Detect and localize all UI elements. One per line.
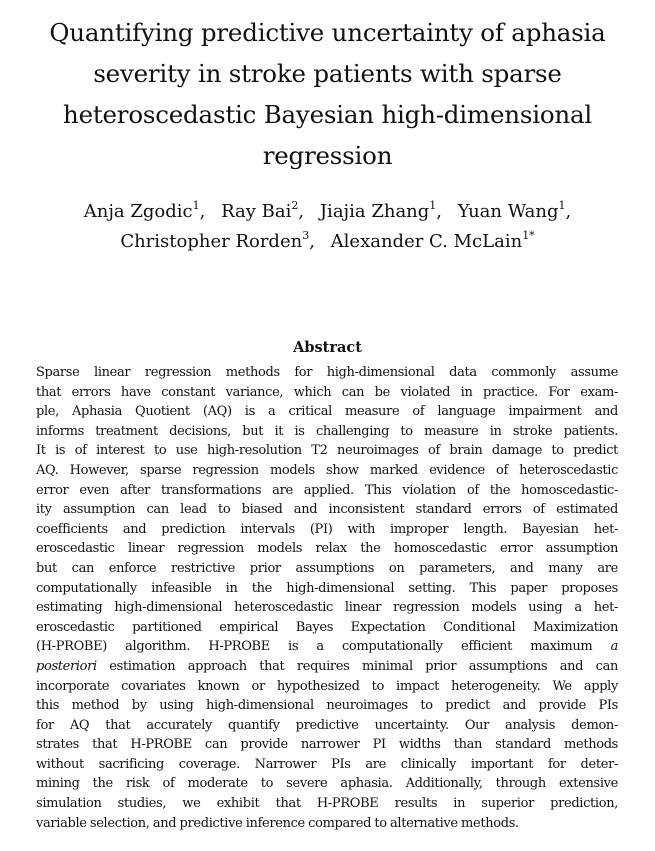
abstract-line: this method by using high-dimensional neuroimages to predict and provide PIs	[36, 698, 618, 714]
author-name: Jiajia Zhang	[319, 201, 430, 222]
paper-title	[20, 12, 635, 176]
abstract-line: AQ. However, sparse regression models show marked evidence of heteroscedastic	[36, 462, 618, 478]
abstract-line: error even after transformations are applied. This violation of the homoscedastic-	[36, 482, 618, 498]
author	[331, 231, 535, 252]
author-affiliation: 3	[302, 229, 310, 242]
abstract-line: informs treatment decisions, but it is challenging to measure in stroke patients.	[36, 423, 618, 439]
author-name: Alexander C. McLain	[330, 231, 523, 252]
author-line	[20, 227, 635, 257]
title-line: severity in stroke patients with sparse	[93, 59, 562, 88]
abstract-line: but can enforce restrictive prior assumptions on parameters, and many are	[36, 560, 618, 576]
abstract-line: Sparse linear regression methods for high-dimensional data commonly assume	[36, 365, 618, 380]
abstract-line: posteriori estimation approach that requires minimal prior assumptions and can	[36, 658, 618, 674]
abstract-line: It is of interest to use high-resolution T2 neuroimages of brain damage to predict	[36, 443, 618, 459]
author-name: Christopher Rorden	[120, 231, 303, 252]
title-line: heteroscedastic Bayesian high-dimensional	[62, 100, 593, 129]
title-line: regression	[262, 141, 393, 170]
author-name: Yuan Wang	[457, 201, 559, 222]
abstract-line: ity assumption can lead to biased and inconsistent standard errors of estimated	[36, 502, 618, 518]
author-name: Anja Zgodic	[83, 201, 193, 222]
abstract-line: strates that H-PROBE can provide narrower PI widths than standard methods	[36, 737, 618, 753]
abstract-line: coefficients and prediction intervals (PI) with improper length. Bayesian het-	[36, 521, 618, 537]
author: Ray Bai$^2$,	[221, 199, 305, 222]
abstract-body	[36, 363, 618, 833]
author: Anja Zgodic$^1$,	[83, 199, 206, 222]
abstract-line: variable selection, and predictive inference compared to alternative methods.	[36, 815, 519, 831]
abstract-line: incorporate covariates known or hypothesized to impact heterogeneity. We apply	[36, 678, 618, 694]
abstract-line: without sacrificing coverage. Narrower PIs are clinically important for deter-	[36, 756, 618, 772]
author: Jiajia Zhang$^1$,	[319, 199, 443, 222]
author-affiliation: 1	[429, 199, 437, 212]
abstract-line: eroscedastic partitioned empirical Bayes Expectation Conditional Maximization	[36, 619, 618, 635]
abstract-line: mining the risk of moderate to severe aphasia. Additionally, through extensive	[36, 776, 618, 792]
abstract-line: computationally infeasible in the high-dimensional setting. This paper proposes	[36, 580, 618, 596]
author: Yuan Wang$^1$,	[457, 199, 572, 222]
author-affiliation: 2	[291, 199, 299, 212]
title-line: Quantifying predictive uncertainty of aphasia	[49, 18, 606, 47]
abstract-heading: Abstract	[293, 339, 362, 356]
abstract-line: that errors have constant variance, which can be violated in practice. For exam-	[36, 384, 618, 400]
abstract-line: estimating high-dimensional heteroscedastic linear regression models using a het-	[36, 600, 618, 616]
author-affiliation: 1*	[522, 229, 535, 242]
author-name: Ray Bai	[221, 201, 292, 222]
abstract-line: ple, Aphasia Quotient (AQ) is a critical measure of language impairment and	[36, 404, 618, 420]
abstract-line: (H-PROBE) algorithm. H-PROBE is a computationally efficient maximum a	[36, 639, 618, 655]
abstract-line: simulation studies, we exhibit that H-PROBE results in superior prediction,	[36, 796, 618, 812]
author: Christopher Rorden$^3$,	[120, 229, 315, 252]
abstract-line: eroscedastic linear regression models relax the homoscedastic error assumption	[36, 541, 618, 557]
author-line	[20, 197, 635, 227]
author-affiliation: 1	[558, 199, 566, 212]
author-list	[20, 197, 635, 257]
abstract-line: for AQ that accurately quantify predictive uncertainty. Our analysis demon-	[36, 717, 618, 733]
italic-term: posteriori	[36, 658, 97, 674]
author-affiliation: 1	[192, 199, 200, 212]
italic-term: a	[610, 639, 618, 655]
